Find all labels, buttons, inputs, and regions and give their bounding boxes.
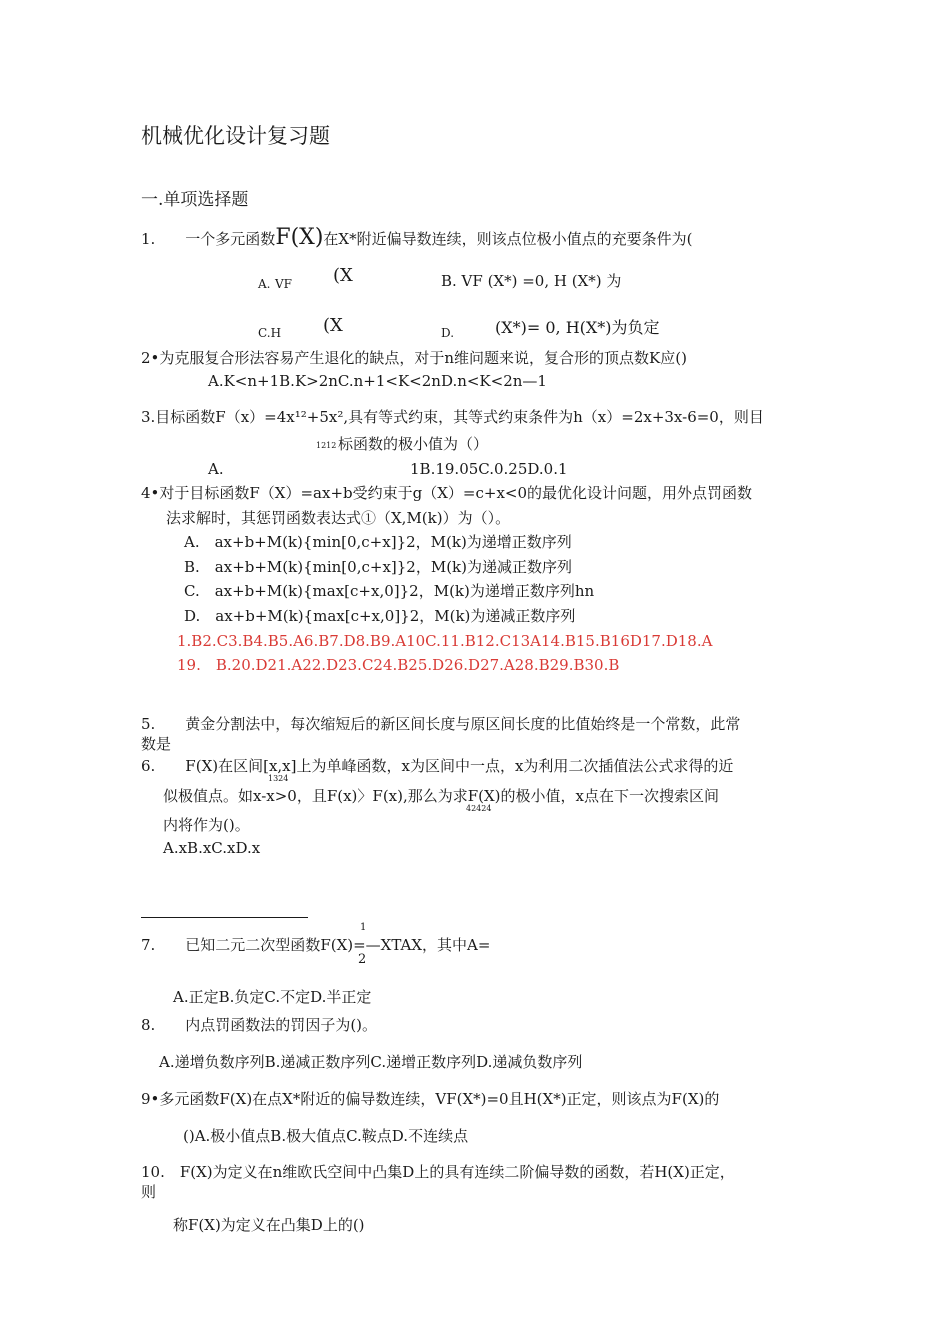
q7-stem xyxy=(141,935,490,955)
q6-subscripts-a: 1324 xyxy=(268,774,289,783)
q1-option-a-paren: (X xyxy=(333,265,353,286)
q1-option-d-label: D. xyxy=(441,326,455,340)
q7-fraction-denominator: 2 xyxy=(358,952,367,967)
q6-stem-cont: 似极值点。如x-x>0，且F(x)〉F(x),那么为求F(X)的极小值，x点在下一次搜索区间 xyxy=(163,787,719,805)
answer-key-line-1: 1.B2.C3.B4.B5.A6.B7.D8.B9.A10C.11.B12.C13A14.B15.B16D17.D18.A xyxy=(177,632,713,650)
q1-option-d: (X*)= 0, H(X*)为负定 xyxy=(495,318,660,337)
page-title: 机械优化设计复习题 xyxy=(141,124,330,148)
q5-stem-cont: 数是 xyxy=(141,735,172,753)
footnote-divider xyxy=(141,917,308,918)
q8-options: A.递增负数序列B.递减正数序列C.递增正数序列D.递减负数序列 xyxy=(159,1053,583,1071)
q7-stem-end: XTAX，其中A= xyxy=(380,936,491,954)
q3-options: 1B.19.05C.0.25D.0.1 xyxy=(410,460,568,478)
q4-option-d: D. ax+b+M(k){max[c+x,0]}2，M(k)为递减正数序列 xyxy=(184,607,576,625)
q4-stem: 4•对于目标函数F（X）=ax+b受约束于g（X）=c+x<0的最优化设计问题，用外点罚函数 xyxy=(141,484,753,502)
q7-stem-start: 7. 已知二元二次型函数F(X)=— xyxy=(141,936,381,954)
q4-option-b: B. ax+b+M(k){min[0,c+x]}2，M(k)为递减正数序列 xyxy=(184,558,572,576)
q1-stem-end: 在X*附近偏导数连续，则该点位极小值点的充要条件为( xyxy=(323,230,693,248)
q9-options: ()A.极小值点B.极大值点C.鞍点D.不连续点 xyxy=(183,1127,469,1145)
q6-stem-end: 内将作为()。 xyxy=(163,816,250,834)
q3-option-a: A. xyxy=(208,460,224,478)
q1-function: F(X) xyxy=(275,225,324,250)
q3-stem: 3.目标函数F（x）=4x¹²+5x²,具有等式约束，其等式约束条件为h（x）=2x+3x-6=0，则目 xyxy=(141,408,764,426)
q6-options: A.xB.xC.xD.x xyxy=(163,839,261,857)
q1-option-b: B. VF (X*) =0, H (X*) 为 xyxy=(441,272,622,290)
q4-option-c: C. ax+b+M(k){max[c+x,0]}2，M(k)为递增正数序列hn xyxy=(184,582,595,600)
q1-option-c-label: C.H xyxy=(258,326,282,340)
q7-options: A.正定B.负定C.不定D.半正定 xyxy=(173,988,372,1006)
q1-option-c-paren: (X xyxy=(323,315,343,336)
q10-stem: 10. F(X)为定义在n维欧氏空间中凸集D上的具有连续二阶偏导数的函数，若H(X)正定， xyxy=(141,1163,735,1181)
section-heading: 一.单项选择题 xyxy=(141,190,249,210)
q3-stem-cont: 标函数的极小值为（） xyxy=(338,435,489,453)
q6-stem: 6. F(X)在区间[x,x]上为单峰函数，x为区间中一点，x为利用二次插值法公式求得的近 xyxy=(141,757,734,775)
answer-key-line-2: 19. B.20.D21.A22.D23.C24.B25.D26.D27.A28.B29.B30.B xyxy=(177,656,620,674)
q10-stem-end: 称F(X)为定义在凸集D上的() xyxy=(173,1216,365,1234)
q1-option-a-grad: VF xyxy=(275,277,292,291)
q1-stem-start: 1. 一个多元函数 xyxy=(141,230,276,248)
q2-options: A.K<n+1B.K>2nC.n+1<K<2nD.n<K<2n—1 xyxy=(208,372,547,390)
q7-fraction-numerator: 1 xyxy=(360,922,367,933)
q5-stem: 5. 黄金分割法中，每次缩短后的新区间长度与原区间长度的比值始终是一个常数，此常 xyxy=(141,715,741,733)
q2-stem: 2•为克服复合形法容易产生退化的缺点，对于n维问题来说，复合形的顶点数K应() xyxy=(141,349,687,367)
q3-subscripts: 1212 xyxy=(316,441,337,450)
q6-subscripts-b: 42424 xyxy=(466,804,492,813)
q9-stem: 9•多元函数F(X)在点X*附近的偏导数连续，VF(X*)=0且H(X*)正定，则该点为F(X)的 xyxy=(141,1090,720,1108)
q10-stem-cont: 则 xyxy=(141,1183,157,1201)
q1-stem xyxy=(141,225,693,250)
q4-stem-cont: 法求解时，其惩罚函数表达式①（X,M(k)）为（）。 xyxy=(166,509,511,527)
q8-stem: 8. 内点罚函数法的罚因子为()。 xyxy=(141,1016,378,1034)
q1-option-a-label: A. xyxy=(258,277,271,291)
q4-option-a: A. ax+b+M(k){min[0,c+x]}2，M(k)为递增正数序列 xyxy=(184,533,572,551)
